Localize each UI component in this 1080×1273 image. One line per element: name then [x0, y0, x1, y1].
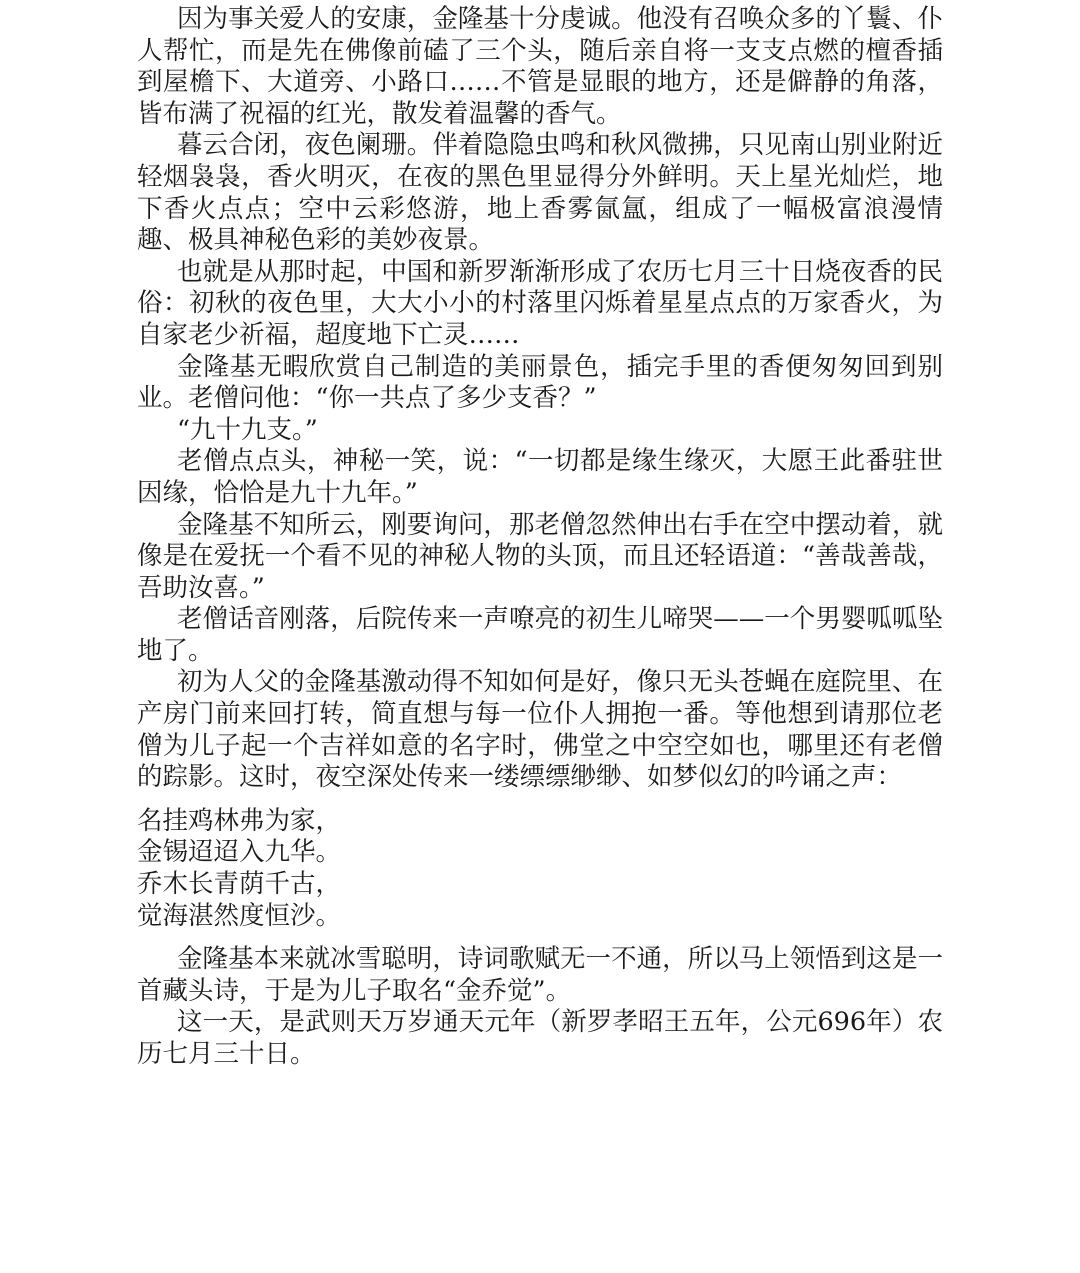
document-page: [137, 4, 943, 1071]
paragraph: 这一天，是武则天万岁通天元年（新罗孝昭王五年，公元696年）农历七月三十日。: [137, 1007, 943, 1069]
paragraph: 因为事关爱人的安康，金隆基十分虔诚。他没有召唤众多的丫鬟、仆人帮忙，而是先在佛像前磕了三个头，随后亲自将一支支点燃的檀香插到屋檐下、大道旁、小路口……不管是显眼的地方，还是僻静的角落，皆布满了祝福的红光，散发着温馨的香气。: [137, 4, 943, 129]
poem-line: 名挂鸡林弗为家，: [137, 805, 342, 836]
poem-block: [137, 794, 943, 944]
poem-line: 觉海湛然度恒沙。: [137, 900, 342, 931]
poem-line: 金锡迢迢入九华。: [137, 837, 342, 868]
paragraph: “九十九支。”: [177, 414, 318, 445]
paragraph: 也就是从那时起，中国和新罗渐渐形成了农历七月三十日烧夜香的民俗：初秋的夜色里，大大小小的村落里闪烁着星星点点的万家香火，为自家老少祈福，超度地下亡灵……: [137, 256, 943, 350]
paragraph: 老僧话音刚落，后院传来一声嘹亮的初生儿啼哭——一个男婴呱呱坠地了。: [137, 604, 943, 666]
paragraph: 金隆基无暇欣赏自己制造的美丽景色，插完手里的香便匆匆回到别业。老僧问他：“你一共点了多少支香？”: [137, 351, 943, 414]
paragraph: 初为人父的金隆基激动得不知如何是好，像只无头苍蝇在庭院里、在产房门前来回打转，简直想与每一位仆人拥抱一番。等他想到请那位老僧为儿子起一个吉祥如意的名字时，佛堂之中空空如也，哪里还有老僧的踪影。这时，夜空深处传来一缕缥缥缈缈、如梦似幻的吟诵之声：: [137, 667, 943, 793]
paragraph: 金隆基不知所云，刚要询问，那老僧忽然伸出右手在空中摆动着，就像是在爱抚一个看不见的神秘人物的头顶，而且还轻语道：“善哉善哉，吾助汝喜。”: [137, 509, 943, 603]
paragraph: 老僧点点头，神秘一笑，说：“一切都是缘生缘灭，大愿王此番驻世因缘，恰恰是九十九年。”: [137, 446, 943, 508]
paragraph: 暮云合闭，夜色阑珊。伴着隐隐虫鸣和秋风微拂，只见南山别业附近轻烟袅袅，香火明灭，在夜的黑色里显得分外鲜明。天上星光灿烂，地下香火点点；空中云彩悠游，地上香雾氤氲，组成了一幅极富浪漫情趣、极具神秘色彩的美妙夜景。: [137, 130, 943, 256]
paragraph: 金隆基本来就冰雪聪明，诗词歌赋无一不通，所以马上领悟到这是一首藏头诗，于是为儿子取名“金乔觉”。: [137, 944, 943, 1006]
poem-line: 乔木长青荫千古，: [137, 869, 342, 900]
